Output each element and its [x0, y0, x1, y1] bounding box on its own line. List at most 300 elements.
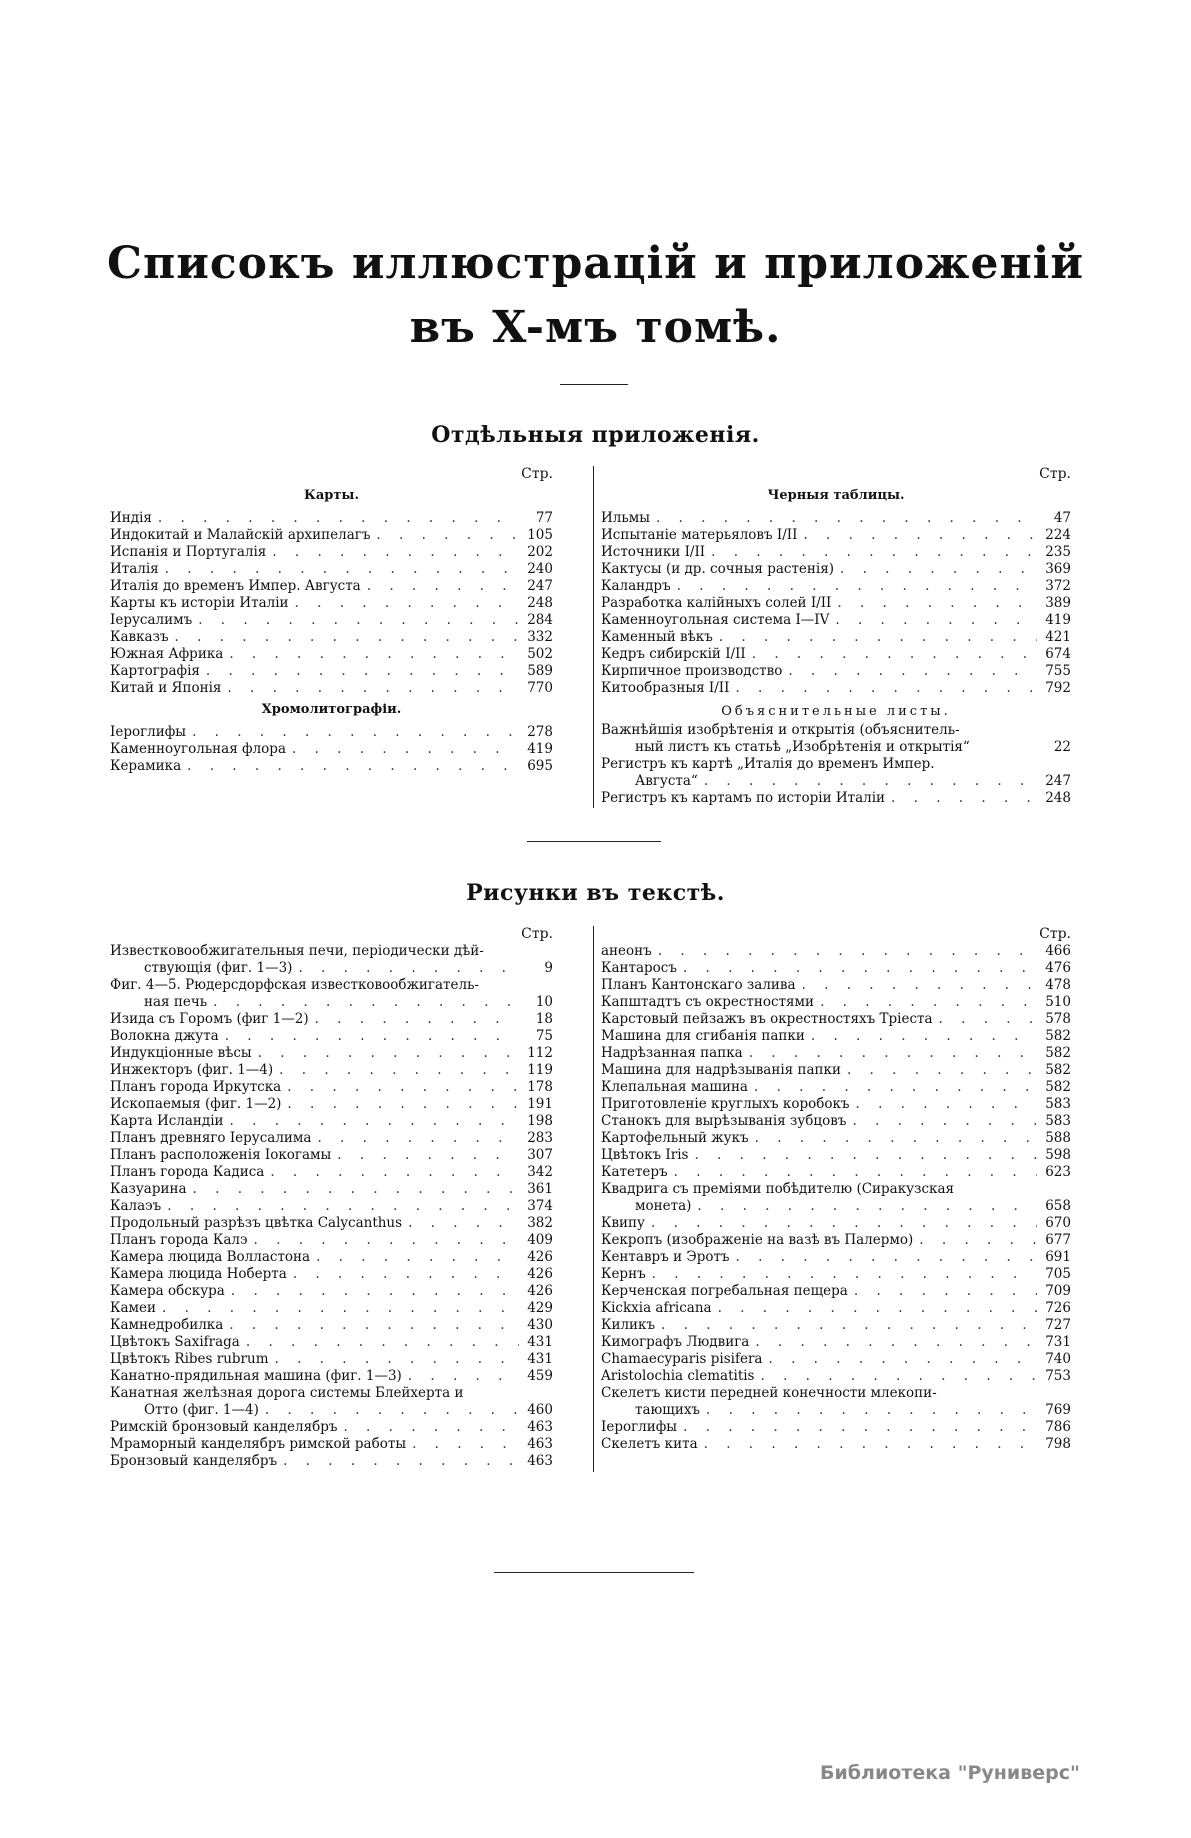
entry-page: 248 — [527, 595, 553, 611]
entry-title: Кекропъ (изображеніе на вазѣ въ Палермо) — [601, 1232, 914, 1248]
entry-page: 755 — [1045, 663, 1071, 679]
entry-title: Карта Исландіи — [110, 1113, 224, 1129]
list-entry — [601, 994, 1071, 1011]
subheading: Объяснительные листы. — [721, 704, 951, 719]
dot-leader — [835, 612, 1037, 629]
dot-leader — [193, 1181, 519, 1198]
dot-leader — [265, 1402, 519, 1419]
list-entry — [110, 1266, 553, 1283]
entry-title: Планъ города Кадиса — [110, 1164, 265, 1180]
dot-leader — [367, 578, 519, 595]
entry-title: Каландръ — [601, 578, 671, 594]
entry-page: 361 — [527, 1181, 553, 1197]
entry-page: 583 — [1045, 1113, 1071, 1129]
entry-page: 191 — [527, 1096, 553, 1112]
entry-page: 409 — [527, 1232, 553, 1248]
entry-title: Инжекторъ (фиг. 1—4) — [110, 1062, 274, 1078]
entry-title: Іероглифы — [601, 1419, 678, 1435]
dot-leader — [270, 1164, 519, 1181]
dot-leader — [231, 1283, 519, 1300]
dot-leader — [162, 1300, 519, 1317]
entry-page: 769 — [1045, 1402, 1071, 1418]
dot-leader — [788, 663, 1037, 680]
dot-leader — [761, 1368, 1038, 1385]
entry-title: Италія до временъ Импер. Августа — [110, 578, 361, 594]
entry-title: Chamaecyparis pisifera — [601, 1351, 763, 1367]
entry-page: 670 — [1045, 1215, 1071, 1231]
entry-page: 582 — [1045, 1028, 1071, 1044]
entry-page: 709 — [1045, 1283, 1071, 1299]
entry-page: 10 — [535, 994, 553, 1010]
divider — [527, 841, 661, 842]
list-entry — [601, 1402, 1071, 1419]
list-entry — [110, 1300, 553, 1317]
dot-leader — [683, 1419, 1037, 1436]
list-entry — [110, 1232, 553, 1249]
column-divider — [593, 466, 594, 808]
entry-title: Машина для сгибанія папки — [601, 1028, 805, 1044]
entry-line: Канатная желѣзная дорога системы Блейхерта и — [110, 1385, 464, 1401]
list-entry — [110, 994, 553, 1011]
entry-page: 463 — [527, 1419, 553, 1435]
entry-title: ный листъ къ статьѣ „Изобрѣтенія и открытія“ — [635, 739, 970, 755]
dot-leader — [803, 527, 1037, 544]
dot-leader — [316, 1249, 519, 1266]
entry-title: Планъ города Иркутска — [110, 1079, 282, 1095]
entry-title: Планъ расположенія Іокогамы — [110, 1147, 332, 1163]
entry-page: 658 — [1045, 1198, 1071, 1214]
entry-page: 582 — [1045, 1079, 1071, 1095]
entry-title: Камера люцида Ноберта — [110, 1266, 287, 1282]
dot-leader — [651, 1215, 1037, 1232]
list-entry — [110, 561, 553, 578]
dot-leader — [412, 1436, 519, 1453]
dot-leader — [187, 758, 519, 775]
entry-title: Картографія — [110, 663, 200, 679]
dot-leader — [706, 1402, 1037, 1419]
dot-leader — [755, 1334, 1037, 1351]
list-entry — [601, 1198, 1071, 1215]
library-watermark: Библиотека "Руниверс" — [820, 1762, 1080, 1784]
list-entry — [601, 739, 1071, 756]
dot-leader — [337, 1147, 519, 1164]
entry-title: тающихъ — [635, 1402, 701, 1418]
entry-title: Кавказъ — [110, 629, 169, 645]
list-entry — [601, 646, 1071, 663]
page-title: Списокъ иллюстрацій и приложеній — [106, 238, 1085, 289]
entry-page: 731 — [1045, 1334, 1071, 1350]
dot-leader — [847, 1062, 1037, 1079]
entry-title: Приготовленіе круглыхъ коробокъ — [601, 1096, 850, 1112]
dot-leader — [192, 724, 519, 741]
entry-page: 9 — [544, 960, 553, 976]
entry-title: Керченская погребальная пещера — [601, 1283, 848, 1299]
list-entry — [601, 1249, 1071, 1266]
entry-page: 466 — [1045, 943, 1071, 959]
entry-page: 459 — [527, 1368, 553, 1384]
entry-title: Каменный вѣкъ — [601, 629, 713, 645]
list-entry — [601, 1232, 1071, 1249]
dot-leader — [837, 595, 1037, 612]
entry-title: Квипу — [601, 1215, 645, 1231]
entry-title: Цвѣтокъ Iris — [601, 1147, 689, 1163]
dot-leader — [343, 1419, 519, 1436]
entry-title: Киликъ — [601, 1317, 656, 1333]
figures-right-column — [601, 926, 1071, 1453]
dot-leader — [254, 1232, 519, 1249]
entry-page: 582 — [1045, 1062, 1071, 1078]
dot-leader — [840, 561, 1037, 578]
entry-title: Картофельный жукъ — [601, 1130, 749, 1146]
entry-title: Карты къ исторіи Италіи — [110, 595, 289, 611]
entry-page: 695 — [527, 758, 553, 774]
entry-title: Кирпичное производство — [601, 663, 783, 679]
entry-page: 623 — [1045, 1164, 1071, 1180]
dot-leader — [939, 1011, 1037, 1028]
entry-title: Каменноугольная флора — [110, 741, 286, 757]
page-column-label: Стр. — [521, 466, 553, 482]
entry-page: 705 — [1045, 1266, 1071, 1282]
entry-title: Катетеръ — [601, 1164, 668, 1180]
entry-title: Надрѣзанная папка — [601, 1045, 743, 1061]
entry-line: Известковообжигательныя печи, періодически дѣй- — [110, 943, 484, 959]
list-entry — [601, 1334, 1071, 1351]
dot-leader — [752, 646, 1037, 663]
column-divider — [593, 926, 594, 1472]
list-entry — [110, 1453, 553, 1470]
dot-leader — [677, 578, 1037, 595]
dot-leader — [852, 1113, 1037, 1130]
entry-title: ная печь — [144, 994, 208, 1010]
dot-leader — [768, 1351, 1037, 1368]
dot-leader — [719, 629, 1037, 646]
list-entry — [110, 1096, 553, 1113]
list-entry — [110, 1334, 553, 1351]
entry-page: 798 — [1045, 1436, 1071, 1452]
entry-page: 421 — [1045, 629, 1071, 645]
dot-leader — [820, 994, 1037, 1011]
dot-leader — [754, 1079, 1037, 1096]
entry-page: 426 — [527, 1266, 553, 1282]
list-entry — [110, 1249, 553, 1266]
entry-page: 248 — [1045, 790, 1071, 806]
entry-page: 691 — [1045, 1249, 1071, 1265]
dot-leader — [856, 1096, 1038, 1113]
dot-leader — [802, 977, 1037, 994]
list-entry — [110, 1147, 553, 1164]
page-column-label: Стр. — [521, 926, 553, 942]
list-entry — [601, 680, 1071, 697]
list-entry — [601, 1215, 1071, 1232]
list-entry — [110, 960, 553, 977]
dot-leader — [298, 960, 519, 977]
entry-title: Казуарина — [110, 1181, 187, 1197]
list-entry — [110, 527, 553, 544]
entry-page: 583 — [1045, 1096, 1071, 1112]
list-entry — [110, 1283, 553, 1300]
entry-title: Скелетъ кита — [601, 1436, 698, 1452]
entry-title: анеонъ — [601, 943, 652, 959]
entry-title: Карстовый пейзажъ въ окрестностяхъ Тріеста — [601, 1011, 933, 1027]
entry-title: Китай и Японія — [110, 680, 222, 696]
subheading: Черныя таблицы. — [767, 488, 905, 503]
dot-leader — [225, 1028, 519, 1045]
list-entry — [601, 1300, 1071, 1317]
entry-page: 674 — [1045, 646, 1071, 662]
entry-title: Индукціонные вѣсы — [110, 1045, 252, 1061]
list-entry — [601, 1317, 1071, 1334]
list-entry — [601, 1368, 1071, 1385]
entry-title: Продольный разрѣзъ цвѣтка Calycanthus — [110, 1215, 403, 1231]
entry-page: 463 — [527, 1453, 553, 1469]
entry-title: Китообразныя I/II — [601, 680, 730, 696]
list-entry — [601, 773, 1071, 790]
entry-title: Изида съ Горомъ (фиг 1—2) — [110, 1011, 309, 1027]
entry-page: 502 — [527, 646, 553, 662]
entry-page: 372 — [1045, 578, 1071, 594]
dot-leader — [408, 1215, 519, 1232]
list-entry — [601, 1113, 1071, 1130]
entry-title: Индія — [110, 510, 152, 526]
entry-title: Ископаемыя (фиг. 1—2) — [110, 1096, 282, 1112]
entry-title: Источники I/II — [601, 544, 706, 560]
list-entry — [601, 943, 1071, 960]
entry-page: 588 — [1045, 1130, 1071, 1146]
list-entry — [601, 510, 1071, 527]
list-entry — [110, 1130, 553, 1147]
entry-page: 198 — [527, 1113, 553, 1129]
list-entry — [601, 1147, 1071, 1164]
list-entry — [110, 1402, 553, 1419]
entry-page: 389 — [1045, 595, 1071, 611]
entry-title: Кантаросъ — [601, 960, 677, 976]
list-entry — [110, 741, 553, 758]
entry-page: 426 — [527, 1283, 553, 1299]
list-entry — [110, 1079, 553, 1096]
entry-title: Ильмы — [601, 510, 650, 526]
entry-line: Важнѣйшія изобрѣтенія и открытія (объяснитель- — [601, 722, 960, 738]
entry-page: 332 — [527, 629, 553, 645]
entry-line: Фиг. 4—5. Рюдерсдорфская известковообжигатель- — [110, 977, 479, 993]
list-entry — [110, 1351, 553, 1368]
dot-leader — [158, 510, 519, 527]
list-entry — [601, 1096, 1071, 1113]
entry-title: Планъ города Калэ — [110, 1232, 248, 1248]
list-entry — [601, 1130, 1071, 1147]
entry-title: Разработка калійныхъ солей I/II — [601, 595, 832, 611]
entry-page: 369 — [1045, 561, 1071, 577]
entry-page: 426 — [527, 1249, 553, 1265]
page-column-label: Стр. — [1039, 466, 1071, 482]
dot-leader — [656, 510, 1037, 527]
entry-title: Испытаніе матерьяловъ I/II — [601, 527, 798, 543]
entry-title: Римскій бронзовый канделябръ — [110, 1419, 338, 1435]
entry-page: 202 — [527, 544, 553, 560]
entry-title: Каменноугольная система I—IV — [601, 612, 830, 628]
entry-page: 478 — [1045, 977, 1071, 993]
dot-leader — [683, 960, 1037, 977]
list-entry — [601, 1164, 1071, 1181]
entry-page: 278 — [527, 724, 553, 740]
list-entry — [601, 578, 1071, 595]
list-entry — [601, 790, 1071, 807]
dot-leader — [749, 1045, 1037, 1062]
dot-leader — [227, 680, 519, 697]
list-entry — [110, 1045, 553, 1062]
dot-leader — [315, 1011, 519, 1028]
list-entry — [601, 960, 1071, 977]
list-entry — [110, 1113, 553, 1130]
page-column-label: Стр. — [1039, 926, 1071, 942]
entry-page: 75 — [535, 1028, 553, 1044]
dot-leader — [292, 741, 519, 758]
entry-page: 510 — [1045, 994, 1071, 1010]
entry-page: 224 — [1045, 527, 1071, 543]
entry-page: 105 — [527, 527, 553, 543]
entry-title: Камнедробилка — [110, 1317, 224, 1333]
entry-page: 578 — [1045, 1011, 1071, 1027]
entry-title: Кентавръ и Эротъ — [601, 1249, 730, 1265]
dot-leader — [697, 1198, 1037, 1215]
list-entry — [110, 1198, 553, 1215]
entry-page: 463 — [527, 1436, 553, 1452]
list-entry — [110, 544, 553, 561]
dot-leader — [167, 1198, 519, 1215]
dot-leader — [206, 663, 519, 680]
entry-title: Машина для надрѣзыванія папки — [601, 1062, 841, 1078]
list-entry — [601, 595, 1071, 612]
dot-leader — [711, 544, 1037, 561]
entry-title: Кактусы (и др. сочныя растенія) — [601, 561, 835, 577]
entry-page: 429 — [527, 1300, 553, 1316]
entry-page: 18 — [535, 1011, 553, 1027]
dot-leader — [317, 1130, 519, 1147]
entry-page: 342 — [527, 1164, 553, 1180]
page-subtitle: въ X-мъ томѣ. — [409, 302, 782, 353]
dot-leader — [718, 1300, 1037, 1317]
dot-leader — [661, 1317, 1037, 1334]
entry-page: 284 — [527, 612, 553, 628]
entry-title: Клепальная машина — [601, 1079, 748, 1095]
entry-title: Отто (фиг. 1—4) — [144, 1402, 259, 1418]
dot-leader — [198, 612, 519, 629]
dot-leader — [229, 1317, 519, 1334]
list-entry — [110, 724, 553, 741]
entry-page: 22 — [1053, 739, 1071, 755]
entry-title: Испанія и Португалія — [110, 544, 267, 560]
list-entry — [601, 1436, 1071, 1453]
list-entry — [110, 1317, 553, 1334]
entry-page: 430 — [527, 1317, 553, 1333]
entry-page: 283 — [527, 1130, 553, 1146]
dot-leader — [919, 1232, 1037, 1249]
dot-leader — [735, 680, 1037, 697]
entry-page: 374 — [527, 1198, 553, 1214]
list-entry — [601, 1419, 1071, 1436]
entry-page: 240 — [527, 561, 553, 577]
list-entry — [110, 612, 553, 629]
dot-leader — [755, 1130, 1037, 1147]
entry-page: 247 — [527, 578, 553, 594]
entry-page: 582 — [1045, 1045, 1071, 1061]
list-entry — [601, 1079, 1071, 1096]
list-entry — [601, 612, 1071, 629]
entry-page: 235 — [1045, 544, 1071, 560]
appendices-left-column — [110, 466, 553, 775]
entry-page: 307 — [527, 1147, 553, 1163]
list-entry — [110, 1215, 553, 1232]
entry-page: 476 — [1045, 960, 1071, 976]
dot-leader — [213, 994, 519, 1011]
divider — [560, 384, 628, 385]
entry-page: 419 — [1045, 612, 1071, 628]
entry-page: 740 — [1045, 1351, 1071, 1367]
entry-title: Волокна джута — [110, 1028, 219, 1044]
dot-leader — [165, 561, 519, 578]
entry-page: 247 — [1045, 773, 1071, 789]
entry-title: Кимографъ Людвига — [601, 1334, 750, 1350]
entry-page: 112 — [527, 1045, 553, 1061]
entry-page: 598 — [1045, 1147, 1071, 1163]
dot-leader — [279, 1062, 519, 1079]
figures-left-column — [110, 926, 553, 1470]
list-entry — [601, 1266, 1071, 1283]
entry-title: Индокитай и Малайскій архипелагъ — [110, 527, 371, 543]
list-entry — [110, 1164, 553, 1181]
entry-line: Регистръ къ картѣ „Италія до временъ Импер. — [601, 756, 935, 772]
entry-page: 77 — [535, 510, 553, 526]
dot-leader — [376, 527, 519, 544]
list-entry — [110, 629, 553, 646]
dot-leader — [658, 943, 1037, 960]
list-entry — [601, 1011, 1071, 1028]
entry-title: Kickxia africana — [601, 1300, 712, 1316]
entry-page: 726 — [1045, 1300, 1071, 1316]
list-entry — [601, 527, 1071, 544]
dot-leader — [287, 1079, 519, 1096]
list-entry — [601, 1062, 1071, 1079]
entry-title: Августа“ — [635, 773, 698, 789]
divider — [494, 1572, 694, 1573]
dot-leader — [811, 1028, 1037, 1045]
dot-leader — [674, 1164, 1037, 1181]
dot-leader — [408, 1368, 519, 1385]
dot-leader — [246, 1334, 519, 1351]
dot-leader — [272, 544, 519, 561]
entry-page: 460 — [527, 1402, 553, 1418]
entry-title: Планъ древняго Іерусалима — [110, 1130, 312, 1146]
subheading: Карты. — [304, 488, 359, 503]
entry-title: Станокъ для вырѣзыванія зубцовъ — [601, 1113, 847, 1129]
list-entry — [110, 1028, 553, 1045]
entry-page: 178 — [527, 1079, 553, 1095]
entry-title: Цвѣтокъ Saxifraga — [110, 1334, 240, 1350]
dot-leader — [891, 790, 1037, 807]
list-entry — [601, 629, 1071, 646]
entry-title: Іероглифы — [110, 724, 187, 740]
entry-page: 770 — [527, 680, 553, 696]
entry-title: Канатно-прядильная машина (фиг. 1—3) — [110, 1368, 402, 1384]
dot-leader — [854, 1283, 1037, 1300]
entry-title: Цвѣтокъ Ribes rubrum — [110, 1351, 269, 1367]
entry-page: 382 — [527, 1215, 553, 1231]
entry-title: Кедръ сибирскій I/II — [601, 646, 746, 662]
dot-leader — [694, 1147, 1037, 1164]
entry-title: Регистръ къ картамъ по исторіи Италіи — [601, 790, 886, 806]
section-heading-figures: Рисунки въ текстѣ. — [466, 880, 725, 906]
entry-title: Южная Африка — [110, 646, 224, 662]
entry-line: Скелетъ кисти передней конечности млекопи- — [601, 1385, 937, 1401]
